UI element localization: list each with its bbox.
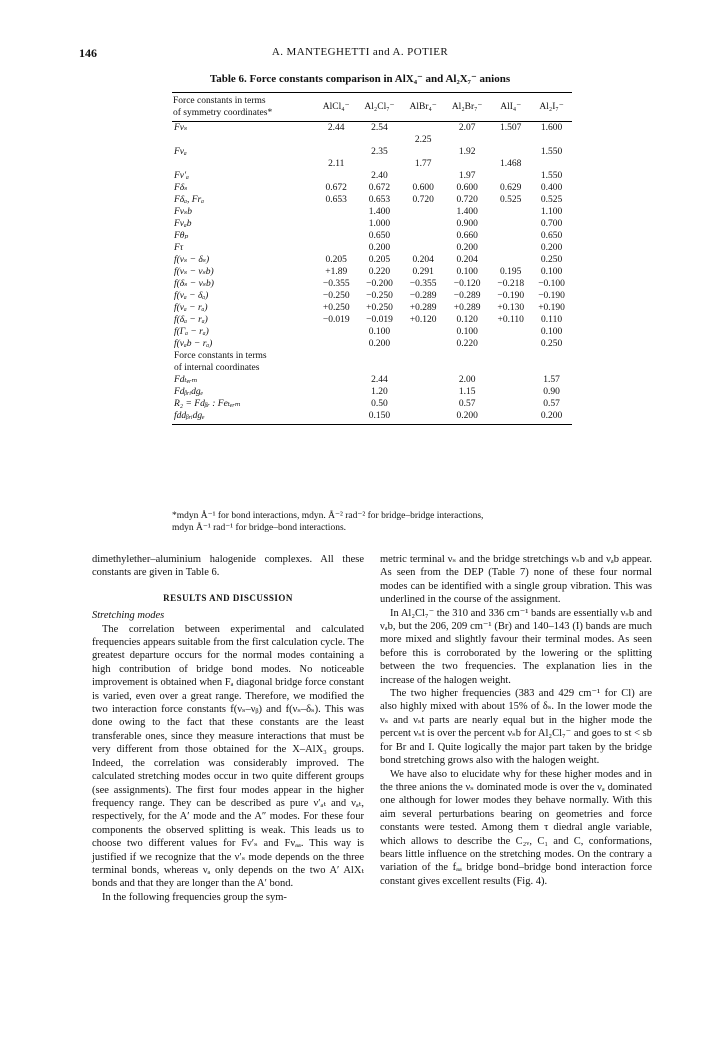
table-header-first xyxy=(172,93,316,122)
table-cell: +0.250 xyxy=(322,303,350,313)
row-label: f(νₛ − νₛb) xyxy=(174,267,214,277)
table-row xyxy=(172,170,572,182)
table-row xyxy=(172,314,572,326)
table-cell: 0.700 xyxy=(540,219,563,229)
table-cell: 2.11 xyxy=(328,159,345,169)
row-label: Fdᵦᵣᵢdgₑ xyxy=(174,387,204,397)
table-cell xyxy=(357,158,403,170)
table-cell xyxy=(490,146,531,158)
table-cell: −0.355 xyxy=(409,279,437,289)
table-row xyxy=(172,218,572,230)
table-cell xyxy=(444,158,490,170)
table-cell: 2.44 xyxy=(371,375,388,385)
table-cell: +0.110 xyxy=(497,315,524,325)
table-row xyxy=(172,182,572,194)
table-cell xyxy=(490,218,531,230)
table-cell: 0.205 xyxy=(368,255,391,265)
table-cell xyxy=(490,134,531,146)
table-cell: 0.600 xyxy=(412,183,434,193)
force-constants-table xyxy=(172,92,572,425)
table-cell: 0.600 xyxy=(456,183,478,193)
table-cell: 2.54 xyxy=(371,123,388,133)
table-cell: +0.120 xyxy=(409,315,437,325)
table-cell: 0.629 xyxy=(500,183,522,193)
table-cell xyxy=(490,254,531,266)
table-cell: 0.720 xyxy=(456,195,478,205)
table-row xyxy=(172,122,572,135)
table-cell: 0.660 xyxy=(456,231,478,241)
table-cell xyxy=(316,398,357,410)
table-section-title: of internal coordinates xyxy=(174,363,260,373)
table-cell xyxy=(316,230,357,242)
table-cell: 0.250 xyxy=(540,339,563,349)
table-cell xyxy=(402,206,444,218)
table-cell: 0.650 xyxy=(540,231,563,241)
table-cell xyxy=(490,338,531,350)
row-label xyxy=(172,134,316,146)
table-cell: −0.200 xyxy=(366,279,393,289)
table-cell: 0.220 xyxy=(368,267,391,277)
running-head: A. MANTEGHETTI and A. POTIER xyxy=(271,46,449,58)
table-cell: 1.507 xyxy=(500,123,522,133)
row-label: f(Γₐ − rₐ) xyxy=(174,327,209,337)
footnote-line: mdyn Å⁻¹ rad⁻¹ for bridge–bond interactions. xyxy=(172,523,347,533)
table-row xyxy=(172,158,572,170)
row-label: R₂ = Fdᵦᵣ : Feₜₑᵣₘ xyxy=(174,399,241,409)
table-cell: 1.400 xyxy=(456,207,478,217)
table-cell: 0.200 xyxy=(444,410,490,425)
table-cell xyxy=(316,134,357,146)
table-cell: −0.019 xyxy=(322,315,350,325)
table-cell xyxy=(490,410,531,425)
table-cell: 1.57 xyxy=(543,375,560,385)
table-cell: −0.250 xyxy=(322,291,350,301)
column-header: AlI₄⁻ xyxy=(490,93,531,122)
table-row xyxy=(172,302,572,314)
table-cell: 1.468 xyxy=(500,159,522,169)
row-label: f(δₛ − νₛb) xyxy=(174,279,214,289)
table-cell xyxy=(316,170,357,182)
table-cell xyxy=(531,134,572,146)
table-cell: 0.110 xyxy=(541,315,563,325)
table-cell: 0.90 xyxy=(543,387,560,397)
table-cell xyxy=(316,338,357,350)
row-label: Fδₐ, Frₐ xyxy=(174,195,205,205)
table-cell: 0.220 xyxy=(456,339,478,349)
table-row xyxy=(172,254,572,266)
table-row xyxy=(172,146,572,158)
column-header: AlBr₄⁻ xyxy=(402,93,444,122)
table-cell: +1.89 xyxy=(325,267,348,277)
row-label: Fνₛb xyxy=(174,207,192,217)
table-cell: −0.289 xyxy=(453,291,481,301)
table-cell: 0.653 xyxy=(368,195,391,205)
table-cell: 0.204 xyxy=(412,255,434,265)
header-bottom-line: of symmetry coordinates* xyxy=(173,108,273,118)
paragraph: The two higher frequencies (383 and 429 cm⁻¹ for Cl) are also highly mixed with about 15% of δₛ. In the lower mode the νₛ and νₛt parts are nearly equal but in the higher mode the percent νₛt is over the percent νₛb for Al₂Cl₇⁻ and goes to st < sb for Br and I. Quite logically the major part taken by the bridge bond stretching grows also with the halogen weight. xyxy=(380,688,652,767)
table-cell: 1.400 xyxy=(368,207,391,217)
table-cell xyxy=(490,206,531,218)
table-cell: −0.218 xyxy=(497,279,525,289)
table-cell xyxy=(402,242,444,254)
table-cell: 0.100 xyxy=(456,327,478,337)
table-cell: 0.653 xyxy=(325,195,347,205)
table-cell xyxy=(402,122,444,135)
paragraph: metric terminal νₛ and the bridge stretchings νₛb and νₐb appear. As seen from the DEP (Table 7) none of these four normal modes can be identified with a single group vibration. This was underlined in the course of the assignment. xyxy=(380,554,652,606)
table-cell: 0.525 xyxy=(540,195,563,205)
table-cell xyxy=(531,158,572,170)
table-cell: 0.291 xyxy=(412,267,434,277)
table-cell: 0.200 xyxy=(368,339,391,349)
table-cell: 0.525 xyxy=(500,195,522,205)
footnote-line: *mdyn Å⁻¹ for bond interactions, mdyn. Å⁻² rad⁻² for bridge–bridge interactions, xyxy=(172,511,484,521)
table-row xyxy=(172,326,572,338)
table-cell xyxy=(316,410,357,425)
row-label: Fνₐb xyxy=(174,219,192,229)
table-cell xyxy=(490,326,531,338)
table-cell: 2.44 xyxy=(327,123,345,133)
table-cell xyxy=(402,146,444,158)
table-cell xyxy=(402,230,444,242)
table-cell: +0.130 xyxy=(497,303,525,313)
table-cell xyxy=(402,386,444,398)
table-cell: −0.250 xyxy=(366,291,393,301)
section-title: RESULTS AND DISCUSSION xyxy=(163,592,293,603)
table-cell: 0.120 xyxy=(456,315,478,325)
table-row xyxy=(172,410,572,425)
table-cell: −0.355 xyxy=(322,279,350,289)
table-row xyxy=(172,386,572,398)
column-header: Al₂Cl₇⁻ xyxy=(357,93,403,122)
header-top-line: Force constants in terms xyxy=(173,96,266,106)
row-label: Fθₚ xyxy=(174,231,189,241)
table-cell: 2.25 xyxy=(414,135,432,145)
table-row xyxy=(172,338,572,350)
column-header: AlCl₄⁻ xyxy=(316,93,357,122)
table-cell xyxy=(402,410,444,425)
row-label: Fνₐ xyxy=(174,147,187,157)
paragraph: dimethylether–aluminium halogenide complexes. All these constants are given in Table 6. xyxy=(92,554,364,579)
table-cell xyxy=(402,374,444,386)
table-row xyxy=(172,374,572,386)
table-cell xyxy=(316,206,357,218)
page-number: 146 xyxy=(79,46,97,60)
table-cell: 0.650 xyxy=(368,231,391,241)
table-cell: 0.150 xyxy=(357,410,403,425)
table-cell: 2.35 xyxy=(371,147,388,157)
table-row xyxy=(172,242,572,254)
table-cell: −0.120 xyxy=(453,279,481,289)
table-section-row xyxy=(172,362,572,374)
table-cell xyxy=(490,230,531,242)
table-footnote xyxy=(172,510,572,534)
table-cell: 0.672 xyxy=(325,183,347,193)
table-cell: 1.20 xyxy=(371,387,388,397)
table-cell: 0.200 xyxy=(368,243,391,253)
table-row xyxy=(172,134,572,146)
right-column xyxy=(380,553,652,888)
table-cell: +0.190 xyxy=(538,303,565,313)
table-cell xyxy=(316,146,357,158)
paragraph: We have also to elucidate why for these higher modes and in the three anions the νₛ dominated mode is over the νₐ dominated one although for lower modes they behave normally. With this aim several perturbations bearing on geometries and force constants were tested. Among them τ diedral angle variable, which allows to describe the C₂ᵥ, C₁ and C, conformations, bears little influence on the stretching modes. On the contrary a variation of the fₐₐ bridge bond–bridge bond interaction force constant gives excellent results (Fig. 4). xyxy=(380,768,652,887)
column-header: Al₂I₇⁻ xyxy=(531,93,572,122)
row-label: f(νₐb − rₐ) xyxy=(174,339,213,349)
column-header: Al₂Br₇⁻ xyxy=(444,93,490,122)
table-cell: 0.200 xyxy=(456,243,478,253)
table-cell: 0.900 xyxy=(456,219,478,229)
row-label: f(νₐ − δₐ) xyxy=(174,291,209,301)
row-label: f(νₐ − rₐ) xyxy=(174,303,208,313)
table-row xyxy=(172,206,572,218)
table-cell xyxy=(402,398,444,410)
table-cell: 1.92 xyxy=(458,147,476,157)
table-cell xyxy=(316,218,357,230)
table-cell: 0.200 xyxy=(540,243,563,253)
table-cell xyxy=(402,326,444,338)
table-cell: 0.400 xyxy=(540,183,563,193)
table-cell xyxy=(402,170,444,182)
row-label: f(δₐ − rₐ) xyxy=(174,315,208,325)
table-cell: +0.289 xyxy=(409,303,437,313)
table-cell xyxy=(490,242,531,254)
table-cell xyxy=(490,386,531,398)
table-cell: 0.100 xyxy=(368,327,391,337)
table-cell xyxy=(316,374,357,386)
row-label: Fτ xyxy=(174,243,184,253)
paragraph: In Al₂Cl₇⁻ the 310 and 336 cm⁻¹ bands are essentially νₛb and νₐb, but the 206, 209 cm⁻¹ (Br) and 140–143 (I) bands are much more mixed and slightly favour their terminal modes. As seen before this is corroborated by the lowering or the splitting between the two frequencies. The explanation lies in the increase of the halogen weight. xyxy=(380,607,652,686)
table-row xyxy=(172,290,572,302)
table-row xyxy=(172,398,572,410)
table-caption: Table 6. Force constants comparison in AlX₄⁻ and Al₂X₇⁻ anions xyxy=(209,73,511,85)
table-cell: 0.57 xyxy=(543,399,560,409)
subsection-title: Stretching modes xyxy=(92,610,165,622)
table-cell xyxy=(402,338,444,350)
table-cell: 0.205 xyxy=(325,255,347,265)
table-section-row xyxy=(172,350,572,362)
table-cell: 0.672 xyxy=(368,183,391,193)
table-cell xyxy=(490,398,531,410)
table-section-title: Force constants in terms xyxy=(174,351,267,361)
table-cell: −0.190 xyxy=(538,291,565,301)
table-cell: 2.40 xyxy=(371,171,388,181)
table-row xyxy=(172,266,572,278)
row-label: Fδₛ xyxy=(174,183,188,193)
row-label xyxy=(172,158,316,170)
table-cell: 1.97 xyxy=(458,171,476,181)
table-cell: +0.289 xyxy=(453,303,481,313)
table-cell: 0.195 xyxy=(500,267,522,277)
paragraph: The correlation between experimental and calculated frequencies appears suitable from the first calculation cycle. The greatest departure occurs for the normal modes containing a high contribution of bridge bond modes. No noticeable improvement is obtained when Fₐ diagonal bridge force constant is varied, even over a great range. Therefore, we modified the two interaction force constants f(νₛ–νᵦ) and f(νₛ–δₛ). This was done owing to the fact that these constants are the least transferable ones, since they measure interactions that must be very different from those obtained for the X–AlX₃ groups. Indeed, the correlation was considerably improved. The calculated stretching modes occur in two quite different groups (see assignments). The first four modes appear in the higher frequency range. They can be described as pure ν′ₐₜ and νₐₜ, respectively, for the A′ mode and the A″ modes. For these four components the observed splitting is weak. This leads us to choose two different values for Fν′ₛ and Fνₐₐ. This way is justified if we recognize that the ν′ₛ mode depends on the three terminal bonds, whereas νₐ only depends on the two A′ AlXₜ bonds and that they are longer than the A′ bond. xyxy=(92,623,364,890)
table-cell: 0.200 xyxy=(531,410,572,425)
table-cell: 0.250 xyxy=(540,255,563,265)
table-cell: 1.550 xyxy=(540,171,563,181)
table-cell: 1.600 xyxy=(540,123,563,133)
table-cell: −0.289 xyxy=(409,291,437,301)
table-cell: 0.100 xyxy=(456,267,478,277)
table-cell: 0.204 xyxy=(456,255,478,265)
row-label: Fνₛ xyxy=(174,123,188,133)
table-cell: −0.019 xyxy=(366,315,393,325)
table-row xyxy=(172,278,572,290)
table-cell: 0.100 xyxy=(540,327,563,337)
table-cell: 2.00 xyxy=(458,375,476,385)
row-label: fddᵦᵣᵢdgₑ xyxy=(172,410,316,425)
table-cell xyxy=(490,374,531,386)
row-label: Fν′ₐ xyxy=(174,171,189,181)
table-cell: 1.100 xyxy=(540,207,563,217)
table-cell xyxy=(444,134,490,146)
table-row xyxy=(172,230,572,242)
table-cell: 0.57 xyxy=(458,399,476,409)
table-cell: 2.07 xyxy=(458,123,476,133)
table-cell xyxy=(316,242,357,254)
table-cell xyxy=(316,326,357,338)
table-row xyxy=(172,194,572,206)
table-cell xyxy=(316,386,357,398)
table-cell: 0.100 xyxy=(540,267,563,277)
table-cell: −0.190 xyxy=(497,291,525,301)
table-cell: 1.15 xyxy=(458,387,476,397)
row-label: Fdₜₑᵣₘ xyxy=(174,375,198,385)
row-label: f(νₛ − δₛ) xyxy=(174,255,210,265)
table-cell xyxy=(402,218,444,230)
table-cell xyxy=(357,134,403,146)
table-cell: 0.50 xyxy=(371,399,388,409)
left-column xyxy=(92,553,364,904)
table-cell: 0.720 xyxy=(412,195,434,205)
table-cell: +0.250 xyxy=(366,303,393,313)
table-cell: 1.550 xyxy=(540,147,563,157)
table-cell: 1.77 xyxy=(414,159,432,169)
table-cell xyxy=(490,170,531,182)
paragraph: In the following frequencies group the sym- xyxy=(102,891,287,903)
table-cell: 1.000 xyxy=(368,219,391,229)
table-cell: −0.100 xyxy=(538,279,565,289)
